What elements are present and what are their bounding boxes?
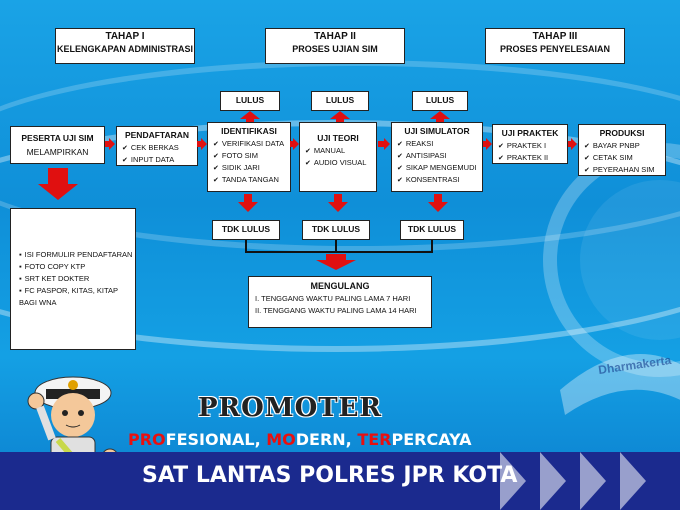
promoter-title: PROMOTER bbox=[198, 393, 383, 423]
footer-banner-text: SAT LANTAS POLRES JPR KOTA bbox=[142, 463, 518, 488]
stage-2-header bbox=[265, 28, 405, 64]
step-title: IDENTIFIKASI bbox=[221, 126, 277, 136]
tagline-part: MO bbox=[266, 430, 296, 449]
step-title: UJI SIMULATOR bbox=[404, 126, 470, 136]
step-item: ✔ VERIFIKASI DATA bbox=[213, 138, 290, 150]
tagline-part: DERN, bbox=[295, 430, 358, 449]
lulus-box-2: LULUS bbox=[311, 91, 369, 111]
requirement-item: ▪ ISI FORMULIR PENDAFTARAN bbox=[19, 249, 135, 261]
mengulang-item: II. TENGGANG WAKTU PALING LAMA 14 HARI bbox=[255, 306, 417, 315]
police-badge-watermark bbox=[540, 60, 680, 440]
connector-line bbox=[245, 251, 433, 253]
stage-2-title: TAHAP II bbox=[314, 31, 356, 42]
step-uji-simulator bbox=[391, 122, 483, 192]
step-item: ✔ FOTO SIM bbox=[213, 150, 290, 162]
step-item: ✔ AUDIO VISUAL bbox=[305, 157, 376, 169]
step-item: ✔ CEK BERKAS bbox=[122, 142, 197, 154]
step-title: PENDAFTARAN bbox=[124, 130, 190, 140]
mengulang-item: I. TENGGANG WAKTU PALING LAMA 7 HARI bbox=[255, 294, 411, 303]
step-item: ✔ CETAK SIM bbox=[584, 152, 665, 164]
step-item: ✔ PEYERAHAN SIM bbox=[584, 164, 665, 176]
watermark-text: Dharmakerta bbox=[597, 352, 672, 378]
step-item: ✔ KONSENTRASI bbox=[397, 174, 482, 186]
chevron-icon bbox=[540, 452, 566, 510]
stage-1-subtitle: KELENGKAPAN ADMINISTRASI bbox=[56, 44, 193, 54]
step-item: ✔ REAKSI bbox=[397, 138, 482, 150]
peserta-title: PESERTA UJI SIM bbox=[21, 133, 94, 143]
peserta-subtitle: MELAMPIRKAN bbox=[26, 147, 89, 157]
step-item: ✔ INPUT DATA bbox=[122, 154, 197, 166]
stage-3-title: TAHAP III bbox=[532, 31, 578, 42]
tdk-lulus-box-1: TDK LULUS bbox=[212, 220, 280, 240]
step-uji-teori bbox=[299, 122, 377, 192]
mengulang-title: MENGULANG bbox=[310, 281, 370, 291]
stage-1-title: TAHAP I bbox=[105, 31, 145, 42]
tagline-part: TER bbox=[357, 430, 392, 449]
step-item: ✔ TANDA TANGAN bbox=[213, 174, 290, 186]
step-title: PRODUKSI bbox=[599, 128, 645, 138]
requirements-box bbox=[10, 208, 136, 350]
step-item: ✔ PRAKTEK I bbox=[498, 140, 567, 152]
stage-1-header bbox=[55, 28, 195, 64]
step-item: ✔ BAYAR PNBP bbox=[584, 140, 665, 152]
tdk-lulus-box-3: TDK LULUS bbox=[400, 220, 464, 240]
step-title: UJI TEORI bbox=[317, 133, 359, 143]
step-item: ✔ SIKAP MENGEMUDI bbox=[397, 162, 482, 174]
requirement-item: ▪ SRT KET DOKTER bbox=[19, 273, 135, 285]
step-title: UJI PRAKTEK bbox=[501, 128, 559, 138]
step-item: ✔ ANTISIPASI bbox=[397, 150, 482, 162]
step-item: ✔ MANUAL bbox=[305, 145, 376, 157]
peserta-box bbox=[10, 126, 105, 164]
stage-3-header bbox=[485, 28, 625, 64]
requirement-item: ▪ FOTO COPY KTP bbox=[19, 261, 135, 273]
step-pendaftaran bbox=[116, 126, 198, 166]
step-item: ✔ SIDIK JARI bbox=[213, 162, 290, 174]
tagline-part: PERCAYA bbox=[391, 430, 472, 449]
step-identifikasi bbox=[207, 122, 291, 192]
requirement-item: ▪ FC PASPOR, KITAS, KITAP BAGI WNA bbox=[19, 285, 135, 309]
tagline-part: FESIONAL, bbox=[165, 430, 267, 449]
mengulang-box bbox=[248, 276, 432, 328]
stage-3-subtitle: PROSES PENYELESAIAN bbox=[499, 44, 611, 54]
step-produksi bbox=[578, 124, 666, 176]
lulus-box-1: LULUS bbox=[220, 91, 280, 111]
lulus-box-3: LULUS bbox=[412, 91, 468, 111]
tagline bbox=[128, 430, 472, 449]
stage-2-subtitle: PROSES UJIAN SIM bbox=[292, 44, 378, 54]
step-uji-praktek bbox=[492, 124, 568, 164]
chevron-icon bbox=[580, 452, 606, 510]
chevron-icon bbox=[620, 452, 646, 510]
tdk-lulus-box-2: TDK LULUS bbox=[302, 220, 370, 240]
step-item: ✔ PRAKTEK II bbox=[498, 152, 567, 164]
tagline-part: PRO bbox=[128, 430, 166, 449]
